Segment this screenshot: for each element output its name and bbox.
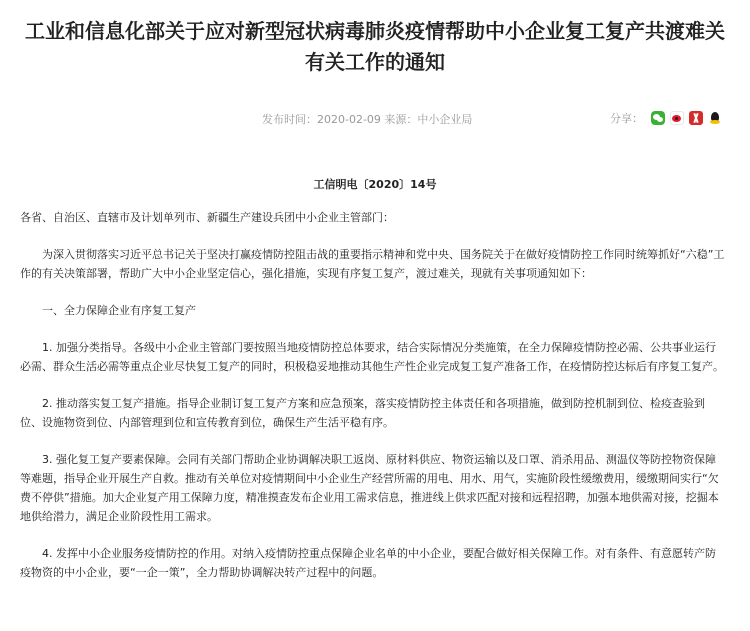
- section-heading: 一、全力保障企业有序复工复产: [42, 304, 196, 317]
- article-title: 工业和信息化部关于应对新型冠状病毒肺炎疫情帮助中小企业复工复产共渡难关有关工作的通知: [25, 19, 725, 74]
- document-number: 工信明电〔2020〕14号: [313, 178, 437, 191]
- publish-info: 发布时间：2020-02-09 来源：中小企业局: [262, 113, 473, 126]
- addressee-paragraph: 各省、自治区、直辖市及计划单列市、新疆生产建设兵团中小企业主管部门：: [20, 211, 394, 224]
- renren-icon[interactable]: [689, 111, 703, 125]
- qq-icon[interactable]: [708, 111, 722, 125]
- body-paragraph: 3. 强化复工复产要素保障。会同有关部门帮助企业协调解决职工返岗、原材料供应、物资运输以及口罩、消杀用品、测温仪等防控物资保障等难题，指导企业开展生产自救。推动有关单位对疫情期间中小企业生产经营所需的用电、用水、用气，实施阶段性缓缴费用，缓缴期间实行“欠费不停供”措施。加大企业复产用工保障力度，精准摸查发布企业用工需求信息，推进线上供求匹配对接和远程招聘，加强本地供需对接，挖掘本地供给潜力，满足企业阶段性用工需求。: [20, 453, 719, 523]
- article-meta-bar: [0, 108, 750, 128]
- body-paragraph: 1. 加强分类指导。各级中小企业主管部门要按照当地疫情防控总体要求，结合实际情况分类施策，在全力保障疫情防控必需、公共事业运行必需、群众生活必需等重点企业尽快复工复产的同时，积极稳妥地推动其他生产性企业完成复工复产准备工作，在疫情防控达标后有序复工复产。: [20, 341, 724, 373]
- wechat-icon[interactable]: [651, 111, 665, 125]
- share-label: 分享：: [610, 112, 643, 125]
- body-paragraph: 2. 推动落实复工复产措施。指导企业制订复工复产方案和应急预案，落实疫情防控主体责任和各项措施，做到防控机制到位、检疫查验到位、设施物资到位、内部管理到位和宣传教育到位，确保生产生活平稳有序。: [20, 397, 705, 429]
- share-bar: [610, 110, 727, 126]
- body-paragraph: 4. 发挥中小企业服务疫情防控的作用。对纳入疫情防控重点保障企业名单的中小企业，要配合做好相关保障工作。对有条件、有意愿转产防疫物资的中小企业，要“一企一策”，全力帮助协调解决转产过程中的问题。: [20, 547, 716, 579]
- article-body: [20, 208, 725, 600]
- weibo-icon[interactable]: [670, 111, 684, 125]
- intro-paragraph: 为深入贯彻落实习近平总书记关于坚决打赢疫情防控阻击战的重要指示精神和党中央、国务院关于在做好疫情防控工作同时统筹抓好“六稳”工作的有关决策部署，帮助广大中小企业坚定信心，强化措施，实现有序复工复产，渡过难关，现就有关事项通知如下：: [20, 248, 725, 280]
